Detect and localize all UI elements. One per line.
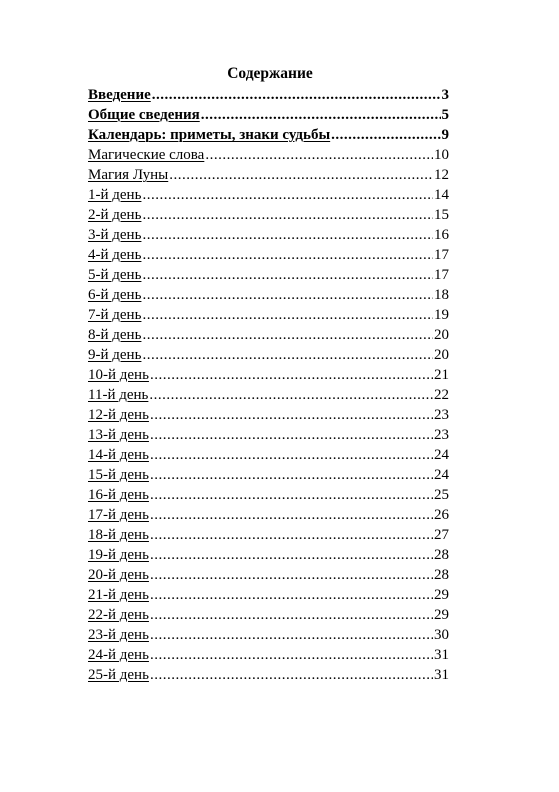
toc-dot-leader <box>142 325 433 345</box>
toc-entry-label: 12-й день <box>88 407 149 423</box>
toc-entry-page-number: 17 <box>434 267 449 283</box>
toc-entry-label: Магия Луны <box>88 167 169 183</box>
toc-entry-label: 18-й день <box>88 527 149 543</box>
toc-entry[interactable] <box>88 265 449 285</box>
toc-entry-page-number: 19 <box>434 307 449 323</box>
toc-entry-page-number: 12 <box>434 167 449 183</box>
toc-entry-label: 3-й день <box>88 227 142 243</box>
toc-dot-leader <box>150 445 433 465</box>
toc-dot-leader <box>142 305 433 325</box>
toc-entry[interactable] <box>88 505 449 525</box>
toc-entry-label: 14-й день <box>88 447 149 463</box>
toc-entry-label: 17-й день <box>88 507 149 523</box>
toc-entry[interactable] <box>88 225 449 245</box>
toc-dot-leader <box>150 605 433 625</box>
toc-dot-leader <box>150 665 433 685</box>
toc-dot-leader <box>150 405 433 425</box>
toc-entry-label: 16-й день <box>88 487 149 503</box>
toc-dot-leader <box>142 265 433 285</box>
toc-entry[interactable] <box>88 165 449 185</box>
toc-entry-page-number: 29 <box>434 587 449 603</box>
toc-entry-page-number: 28 <box>434 547 449 563</box>
toc-entry[interactable] <box>88 185 449 205</box>
toc-entry-page-number: 23 <box>434 427 449 443</box>
toc-entry[interactable] <box>88 545 449 565</box>
toc-entry-label: 25-й день <box>88 667 149 683</box>
toc-entry-page-number: 29 <box>434 607 449 623</box>
toc-dot-leader <box>150 625 433 645</box>
toc-entry-label: 19-й день <box>88 547 149 563</box>
toc-entry-page-number: 5 <box>441 107 449 123</box>
toc-entry[interactable] <box>88 625 449 645</box>
toc-dot-leader <box>142 345 433 365</box>
toc-entry-label: 23-й день <box>88 627 149 643</box>
toc-entry-page-number: 25 <box>434 487 449 503</box>
toc-entry-label: 8-й день <box>88 327 142 343</box>
toc-entry-page-number: 23 <box>434 407 449 423</box>
toc-entry-page-number: 18 <box>434 287 449 303</box>
toc-entry-page-number: 3 <box>441 87 449 103</box>
toc-entry[interactable] <box>88 245 449 265</box>
toc-entry[interactable] <box>88 425 449 445</box>
toc-entry[interactable] <box>88 665 449 685</box>
toc-dot-leader <box>142 205 433 225</box>
toc-entry-label: Общие сведения <box>88 107 200 123</box>
toc-entry-page-number: 26 <box>434 507 449 523</box>
toc-entry-label: 10-й день <box>88 367 149 383</box>
toc-dot-leader <box>150 585 433 605</box>
toc-entry-page-number: 14 <box>434 187 449 203</box>
toc-entry[interactable] <box>88 105 449 125</box>
toc-dot-leader <box>331 125 440 145</box>
toc-entry-page-number: 16 <box>434 227 449 243</box>
toc-entry-page-number: 20 <box>434 347 449 363</box>
toc-dot-leader <box>142 225 433 245</box>
toc-entry-page-number: 31 <box>434 667 449 683</box>
toc-entry-label: 1-й день <box>88 187 142 203</box>
toc-entry[interactable] <box>88 125 449 145</box>
toc-entry[interactable] <box>88 205 449 225</box>
toc-entry-label: 13-й день <box>88 427 149 443</box>
toc-entry[interactable] <box>88 405 449 425</box>
toc-entry[interactable] <box>88 145 449 165</box>
toc-dot-leader <box>150 485 433 505</box>
toc-entry-page-number: 15 <box>434 207 449 223</box>
toc-entry-page-number: 21 <box>434 367 449 383</box>
toc-entry[interactable] <box>88 465 449 485</box>
toc-entry-label: 9-й день <box>88 347 142 363</box>
toc-dot-leader <box>150 425 433 445</box>
toc-entry-label: 5-й день <box>88 267 142 283</box>
toc-entry[interactable] <box>88 85 449 105</box>
toc-entry-page-number: 24 <box>434 467 449 483</box>
toc-dot-leader <box>169 165 433 185</box>
toc-entry-page-number: 9 <box>441 127 449 143</box>
toc-dot-leader <box>150 565 433 585</box>
toc-dot-leader <box>150 505 433 525</box>
toc-title: Содержание <box>227 65 313 82</box>
toc-entry-label: Календарь: приметы, знаки судьбы <box>88 127 331 143</box>
toc-entry-page-number: 20 <box>434 327 449 343</box>
toc-dot-leader <box>150 365 433 385</box>
toc-entry-label: 6-й день <box>88 287 142 303</box>
toc-dot-leader <box>150 465 433 485</box>
toc-entry-page-number: 28 <box>434 567 449 583</box>
toc-entry-label: Магические слова <box>88 147 205 163</box>
toc-entry[interactable] <box>88 305 449 325</box>
toc-list <box>88 85 449 685</box>
toc-entry-page-number: 31 <box>434 647 449 663</box>
toc-entry-label: 2-й день <box>88 207 142 223</box>
toc-entry[interactable] <box>88 365 449 385</box>
toc-dot-leader <box>205 145 433 165</box>
toc-entry-page-number: 17 <box>434 247 449 263</box>
toc-entry-label: 15-й день <box>88 467 149 483</box>
toc-dot-leader <box>201 105 441 125</box>
toc-entry[interactable] <box>88 565 449 585</box>
toc-entry-label: 22-й день <box>88 607 149 623</box>
toc-entry-label: 24-й день <box>88 647 149 663</box>
toc-dot-leader <box>142 245 433 265</box>
toc-entry[interactable] <box>88 485 449 505</box>
toc-entry-label: 7-й день <box>88 307 142 323</box>
toc-entry[interactable] <box>88 325 449 345</box>
toc-entry[interactable] <box>88 525 449 545</box>
toc-dot-leader <box>150 525 433 545</box>
toc-dot-leader <box>142 185 433 205</box>
toc-entry[interactable] <box>88 605 449 625</box>
toc-dot-leader <box>152 85 441 105</box>
toc-entry[interactable] <box>88 445 449 465</box>
toc-dot-leader <box>142 285 433 305</box>
toc-entry-label: 4-й день <box>88 247 142 263</box>
toc-entry[interactable] <box>88 385 449 405</box>
toc-entry-page-number: 24 <box>434 447 449 463</box>
toc-entry-page-number: 30 <box>434 627 449 643</box>
toc-entry-label: 11-й день <box>88 387 149 403</box>
toc-entry-label: 20-й день <box>88 567 149 583</box>
toc-entry[interactable] <box>88 645 449 665</box>
toc-dot-leader <box>150 545 433 565</box>
toc-entry-page-number: 22 <box>434 387 449 403</box>
toc-dot-leader <box>150 645 433 665</box>
toc-entry[interactable] <box>88 585 449 605</box>
toc-entry[interactable] <box>88 285 449 305</box>
toc-entry[interactable] <box>88 345 449 365</box>
toc-entry-page-number: 10 <box>434 147 449 163</box>
toc-entry-label: Введение <box>88 87 151 103</box>
toc-entry-label: 21-й день <box>88 587 149 603</box>
toc-dot-leader <box>149 385 433 405</box>
toc-entry-page-number: 27 <box>434 527 449 543</box>
